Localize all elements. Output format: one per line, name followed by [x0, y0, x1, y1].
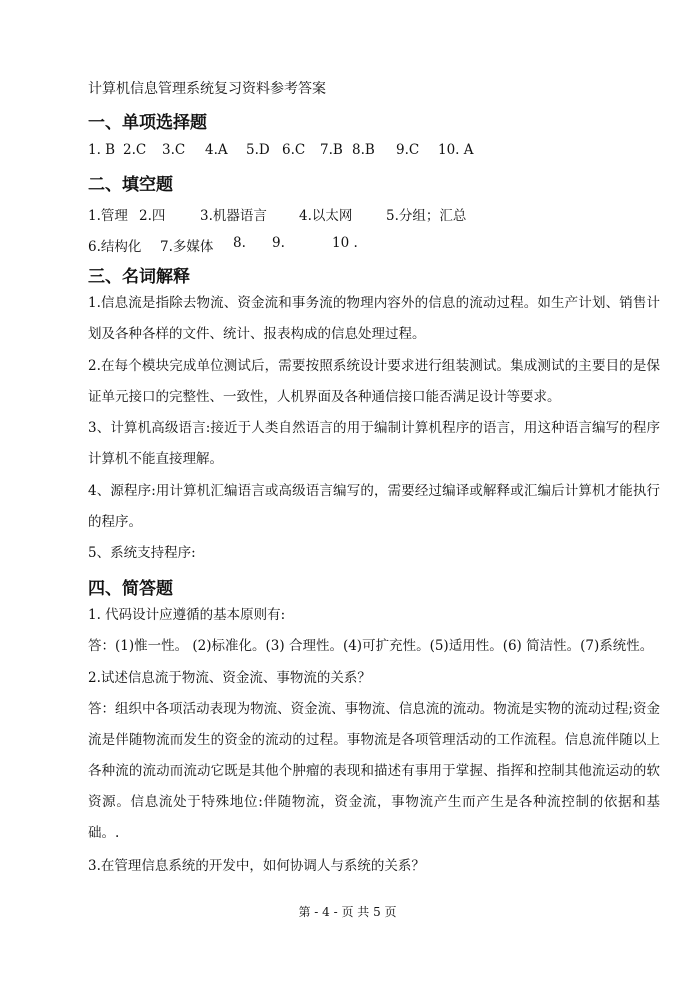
mc-answer: 8.B: [352, 142, 375, 158]
section-heading-multiple-choice: 一、单项选择题: [88, 113, 207, 133]
question: 3.在管理信息系统的开发中，如何协调人与系统的关系？: [88, 858, 425, 874]
fill-answer: 5.分组；汇总: [386, 208, 467, 224]
question: 2.试述信息流于物流、资金流、事物流的关系？: [88, 670, 371, 686]
term-definition: 4、源程序:用计算机汇编语言或高级语言编写的，需要经过编译或解释或汇编后计算机才能执行的程序。: [88, 483, 660, 530]
section-heading-fill-in: 二、填空题: [88, 175, 173, 195]
answer: 答：组织中各项活动表现为物流、资金流、事物流、信息流的流动。物流是实物的流动过程;资金流是伴随物流而发生的资金的流动的过程。事物流是各项管理活动的工作流程。信息流伴随以上各种流的流动而流动它既是其他个肿瘤的表现和描述有事用于掌握、指挥和控制其他流运动的软资源。信息流处于特殊地位:伴随物流，资金流，事物流产生而产生是各种流控制的依据和基础。.: [88, 701, 660, 841]
term-definition: 1.信息流是指除去物流、资金流和事务流的物理内容外的信息的流动过程。如生产计划、销售计划及各种各样的文件、统计、报表构成的信息处理过程。: [88, 295, 660, 342]
fill-answer: 9.: [272, 235, 285, 251]
fill-answer: 1.管理: [88, 208, 128, 224]
mc-answer: 1. B: [88, 142, 116, 158]
fill-answer: 8.: [233, 235, 246, 251]
fill-answer: 6.结构化: [88, 239, 142, 255]
section-heading-short-answer: 四、简答题: [88, 579, 173, 599]
answer: 答：(1)惟一性。 (2)标准化。(3) 合理性。(4)可扩充性。(5)适用性。(6) 简洁性。(7)系统性。: [88, 638, 654, 654]
mc-answer: 5.D: [246, 142, 270, 158]
term-definition: 3、计算机高级语言:接近于人类自然语言的用于编制计算机程序的语言，用这种语言编写的程序计算机不能直接理解。: [88, 420, 660, 467]
mc-answer: 9.C: [396, 142, 420, 158]
mc-answer: 3.C: [162, 142, 186, 158]
mc-answer: 2.C: [123, 142, 147, 158]
mc-answer: 10. A: [438, 142, 474, 158]
mc-answer: 7.B: [320, 142, 343, 158]
section-heading-term-definitions: 三、名词解释: [88, 267, 190, 287]
fill-answer: 4.以太网: [299, 208, 353, 224]
fill-answer: 10 .: [332, 235, 358, 251]
fill-answer: 3.机器语言: [200, 208, 267, 224]
document-title: 计算机信息管理系统复习资料参考答案: [88, 81, 326, 97]
mc-answer: 6.C: [282, 142, 306, 158]
fill-answer: 7.多媒体: [160, 239, 214, 255]
question: 1. 代码设计应遵循的基本原则有:: [88, 607, 286, 623]
term-definition: 5、系统支持程序:: [88, 545, 196, 561]
fill-answer: 2.四: [139, 208, 166, 224]
page-footer: 第 - 4 - 页 共 5 页: [298, 905, 397, 919]
mc-answer: 4.A: [205, 142, 228, 158]
term-definition: 2.在每个模块完成单位测试后，需要按照系统设计要求进行组装测试。集成测试的主要目的是保证单元接口的完整性、一致性，人机界面及各种通信接口能否满足设计等要求。: [88, 358, 660, 405]
